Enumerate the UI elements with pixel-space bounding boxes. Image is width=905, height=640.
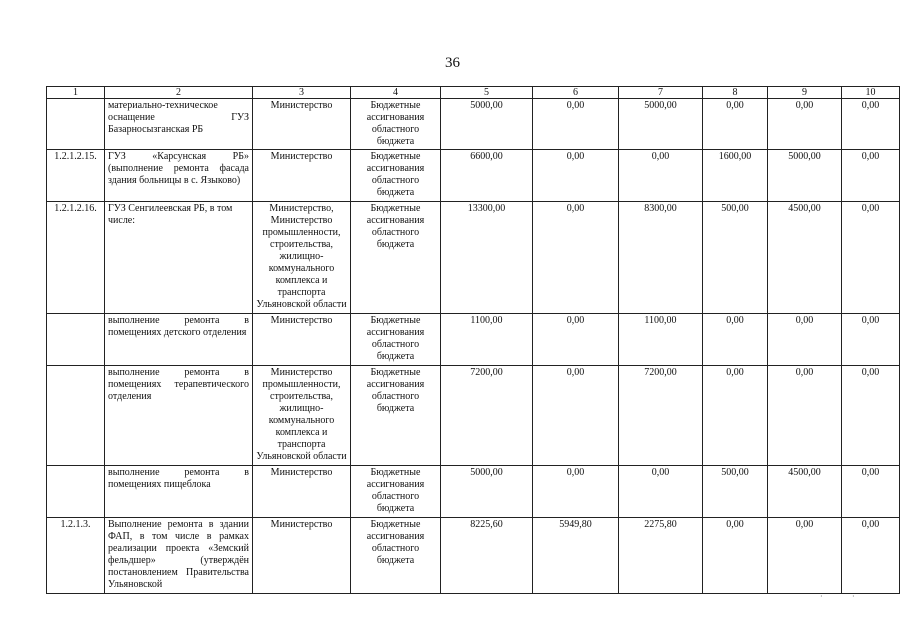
value-cell: 0,00 <box>533 366 619 466</box>
table-header-row <box>47 87 900 99</box>
scan-speck: · <box>852 592 855 601</box>
scan-speck: · <box>820 592 823 601</box>
row-source-cell: Бюджетные ассигнования областного бюджета <box>351 202 441 314</box>
value-cell: 5000,00 <box>619 99 703 150</box>
column-header: 4 <box>351 87 441 99</box>
table-row <box>47 366 900 466</box>
value-cell: 0,00 <box>842 518 900 594</box>
column-header: 1 <box>47 87 105 99</box>
row-executor-cell: Министерство <box>253 150 351 202</box>
table-row <box>47 202 900 314</box>
value-cell: 0,00 <box>842 314 900 366</box>
row-id-cell <box>47 99 105 150</box>
value-cell: 13300,00 <box>441 202 533 314</box>
value-cell: 1100,00 <box>619 314 703 366</box>
row-name-cell: ГУЗ Сенгилеевская РБ, в том числе: <box>105 202 253 314</box>
value-cell: 0,00 <box>703 518 768 594</box>
value-cell: 4500,00 <box>768 202 842 314</box>
value-cell: 1100,00 <box>441 314 533 366</box>
column-header: 5 <box>441 87 533 99</box>
table-row <box>47 466 900 518</box>
value-cell: 0,00 <box>703 314 768 366</box>
value-cell: 0,00 <box>768 366 842 466</box>
value-cell: 0,00 <box>533 99 619 150</box>
value-cell: 0,00 <box>842 202 900 314</box>
value-cell: 0,00 <box>703 99 768 150</box>
column-header: 2 <box>105 87 253 99</box>
page-number: 36 <box>445 55 460 71</box>
row-executor-cell: Министерство промышленности, строительства, жилищно-коммунального комплекса и транспорта Ульяновской области <box>253 366 351 466</box>
column-header: 7 <box>619 87 703 99</box>
value-cell: 0,00 <box>533 466 619 518</box>
column-header: 8 <box>703 87 768 99</box>
row-id-cell <box>47 366 105 466</box>
row-source-cell: Бюджетные ассигнования областного бюджета <box>351 314 441 366</box>
value-cell: 6600,00 <box>441 150 533 202</box>
table-row <box>47 99 900 150</box>
value-cell: 0,00 <box>703 366 768 466</box>
row-executor-cell: Министерство, Министерство промышленности, строительства, жилищно-коммунального комплекса и транспорта Ульяновской области <box>253 202 351 314</box>
value-cell: 0,00 <box>533 314 619 366</box>
row-id-cell <box>47 466 105 518</box>
row-executor-cell: Министерство <box>253 314 351 366</box>
value-cell: 8300,00 <box>619 202 703 314</box>
column-header: 10 <box>842 87 900 99</box>
value-cell: 5000,00 <box>441 99 533 150</box>
value-cell: 5949,80 <box>533 518 619 594</box>
column-header: 3 <box>253 87 351 99</box>
row-source-cell: Бюджетные ассигнования областного бюджета <box>351 466 441 518</box>
value-cell: 0,00 <box>533 202 619 314</box>
table-row <box>47 150 900 202</box>
value-cell: 500,00 <box>703 202 768 314</box>
value-cell: 500,00 <box>703 466 768 518</box>
value-cell: 0,00 <box>842 366 900 466</box>
value-cell: 5000,00 <box>768 150 842 202</box>
row-name-cell: ГУЗ «Карсунская РБ» (выполнение ремонта фасада здания больницы в с. Языково) <box>105 150 253 202</box>
table-row <box>47 314 900 366</box>
value-cell: 7200,00 <box>619 366 703 466</box>
row-source-cell: Бюджетные ассигнования областного бюджета <box>351 518 441 594</box>
value-cell: 7200,00 <box>441 366 533 466</box>
value-cell: 0,00 <box>619 466 703 518</box>
row-name-cell: Выполнение ремонта в здании ФАП, в том числе в рамках реализации проекта «Земский фельдшер» (утверждён постановлением Правительства Ульяновской <box>105 518 253 594</box>
row-executor-cell: Министерство <box>253 466 351 518</box>
value-cell: 0,00 <box>842 99 900 150</box>
value-cell: 2275,80 <box>619 518 703 594</box>
column-header: 9 <box>768 87 842 99</box>
row-id-cell: 1.2.1.2.15. <box>47 150 105 202</box>
value-cell: 0,00 <box>842 466 900 518</box>
row-id-cell: 1.2.1.2.16. <box>47 202 105 314</box>
row-name-cell: выполнение ремонта в помещениях терапевтического отделения <box>105 366 253 466</box>
row-name-cell: выполнение ремонта в помещениях детского отделения <box>105 314 253 366</box>
budget-table <box>46 86 900 594</box>
value-cell: 0,00 <box>768 314 842 366</box>
table-row <box>47 518 900 594</box>
value-cell: 1600,00 <box>703 150 768 202</box>
row-source-cell: Бюджетные ассигнования областного бюджета <box>351 366 441 466</box>
value-cell: 8225,60 <box>441 518 533 594</box>
row-name-cell: выполнение ремонта в помещениях пищеблока <box>105 466 253 518</box>
value-cell: 5000,00 <box>441 466 533 518</box>
row-source-cell: Бюджетные ассигнования областного бюджета <box>351 99 441 150</box>
value-cell: 0,00 <box>619 150 703 202</box>
row-id-cell <box>47 314 105 366</box>
row-executor-cell: Министерство <box>253 518 351 594</box>
value-cell: 0,00 <box>842 150 900 202</box>
value-cell: 0,00 <box>533 150 619 202</box>
row-id-cell: 1.2.1.3. <box>47 518 105 594</box>
column-header: 6 <box>533 87 619 99</box>
value-cell: 0,00 <box>768 99 842 150</box>
row-executor-cell: Министерство <box>253 99 351 150</box>
value-cell: 4500,00 <box>768 466 842 518</box>
row-source-cell: Бюджетные ассигнования областного бюджета <box>351 150 441 202</box>
value-cell: 0,00 <box>768 518 842 594</box>
row-name-cell: материально-техническое оснащение ГУЗ Базарносызганская РБ <box>105 99 253 150</box>
